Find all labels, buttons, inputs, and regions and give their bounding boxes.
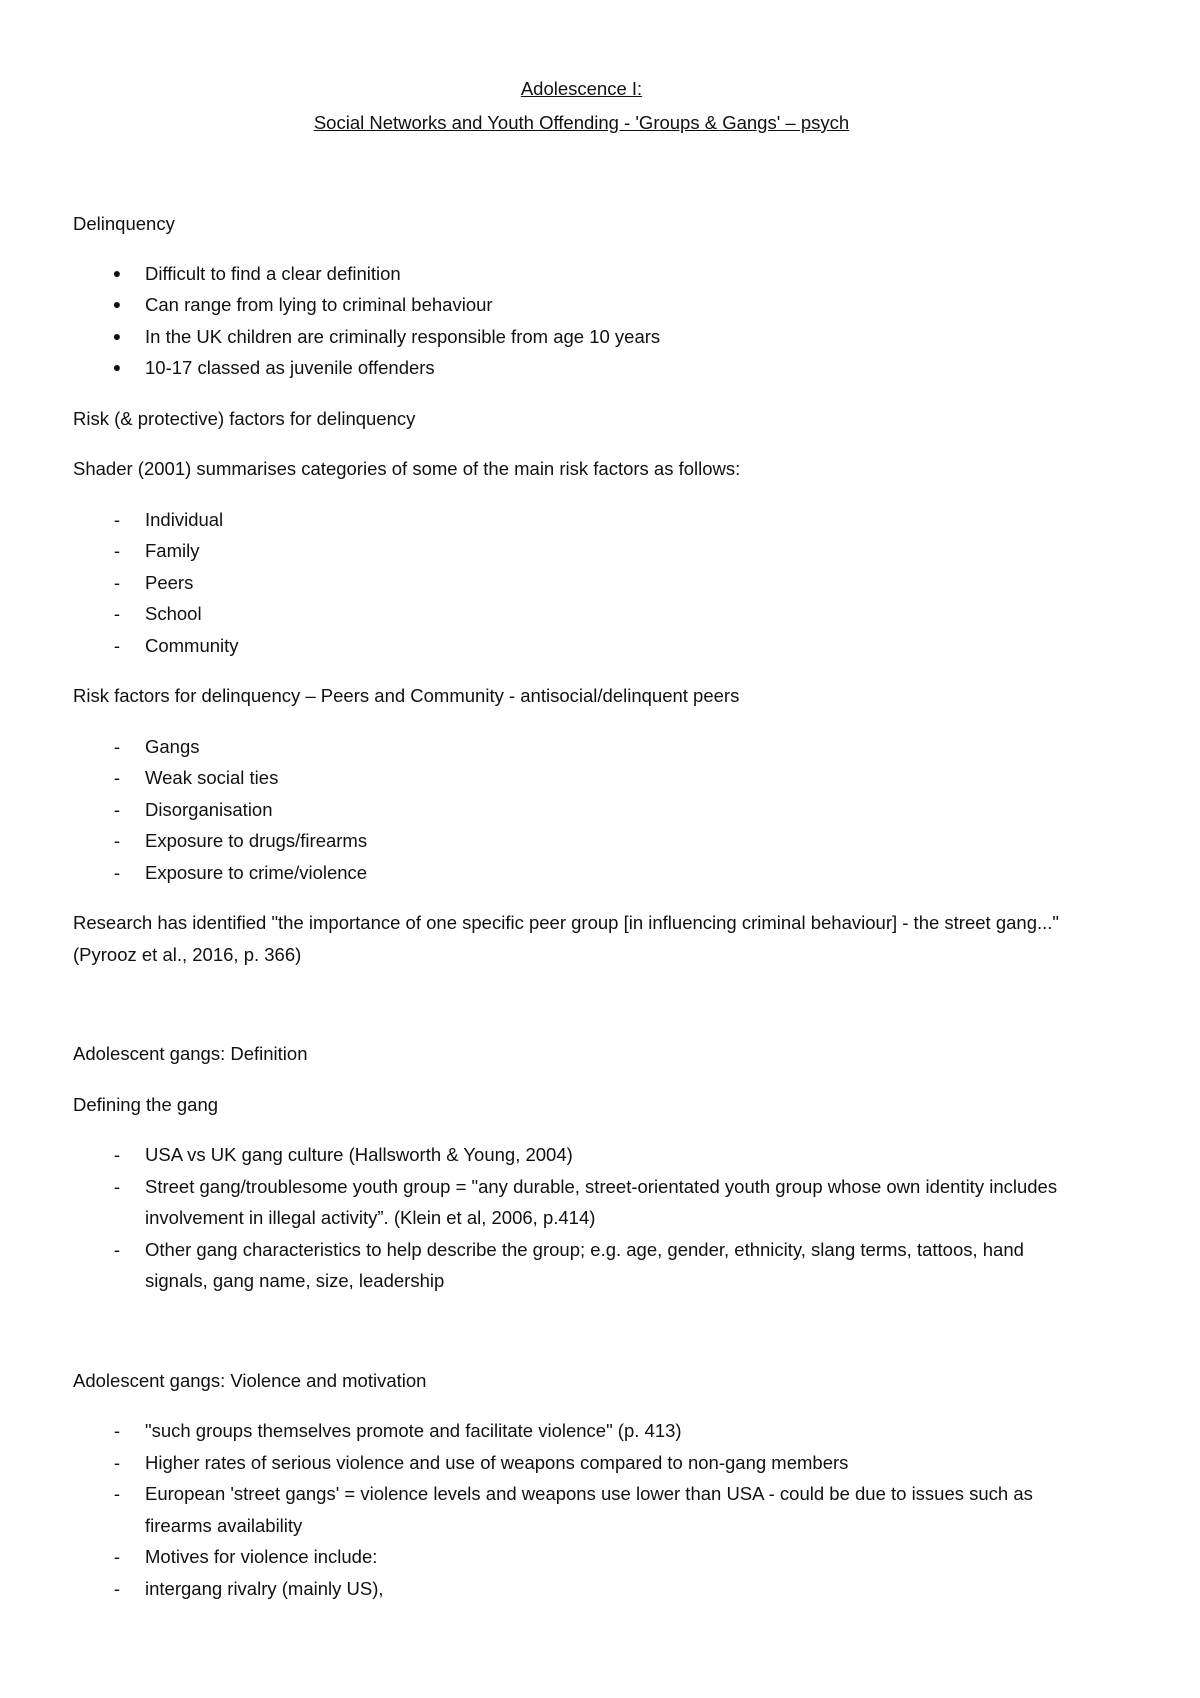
list-item: - Other gang characteristics to help describe the group; e.g. age, gender, ethnicity, slang terms, tattoos, hand signals, gang name, size, leadership [73, 1234, 1090, 1297]
dash-marker: - [113, 1175, 121, 1197]
document-title-line-1: Adolescence I: [520, 78, 643, 99]
list-item: - Weak social ties [73, 762, 1090, 794]
list-item: - Gangs [73, 731, 1090, 763]
bullet-marker: ● [112, 327, 122, 344]
dash-marker: - [113, 735, 121, 757]
bullet-marker: ● [112, 359, 122, 375]
list-item: - Community [73, 630, 1090, 662]
list-item: - European 'street gangs' = violence levels and weapons use lower than USA - could be due to issues such as firearms availability [73, 1478, 1090, 1541]
list-item: - Higher rates of serious violence and use of weapons compared to non-gang members [73, 1447, 1090, 1479]
dash-marker: - [113, 861, 121, 883]
dash-marker: - [113, 767, 121, 788]
dash-marker: - [113, 798, 121, 820]
list-item: - Motives for violence include: [73, 1541, 1090, 1573]
heading-delinquency: Delinquency [73, 213, 175, 234]
dash-marker: - [113, 1451, 121, 1473]
dash-marker: - [113, 603, 121, 624]
list-item: - Disorganisation [73, 794, 1090, 826]
dash-marker: - [113, 1144, 121, 1165]
dash-marker: - [113, 1546, 121, 1567]
dash-marker: - [113, 1483, 121, 1504]
list-item: - Individual [73, 504, 1090, 536]
research-paragraph: Research has identified "the importance of one specific peer group [in influencing criminal behaviour] - the street gang..." (Pyrooz et al., 2016, p. 366) [73, 912, 1059, 965]
list-item: - USA vs UK gang culture (Hallsworth & Young, 2004) [73, 1139, 1090, 1171]
list-item: ● Can range from lying to criminal behaviour [73, 289, 1090, 321]
heading-peers-community: Risk factors for delinquency – Peers and Community - antisocial/delinquent peers [73, 685, 740, 706]
list-item: - Family [73, 535, 1090, 567]
list-item: - School [73, 598, 1090, 630]
heading-risk-factors: Risk (& protective) factors for delinquency [73, 407, 416, 429]
heading-gang-violence: Adolescent gangs: Violence and motivation [73, 1369, 427, 1391]
list-item: ● In the UK children are criminally responsible from age 10 years [73, 321, 1090, 353]
bullet-marker: ● [112, 296, 122, 312]
definition-list [73, 1139, 1090, 1297]
list-item: - "such groups themselves promote and facilitate violence" (p. 413) [73, 1415, 1090, 1447]
dash-marker: - [113, 634, 121, 656]
dash-marker: - [113, 1238, 121, 1260]
violence-list [73, 1415, 1090, 1604]
dash-marker: - [113, 508, 121, 530]
dash-marker: - [113, 1577, 121, 1599]
list-item: ● Difficult to find a clear definition [73, 258, 1090, 290]
list-item: ● 10-17 classed as juvenile offenders [73, 352, 1090, 384]
subheading-defining-gang: Defining the gang [73, 1093, 219, 1115]
risk-factors-list [73, 504, 1090, 662]
dash-marker: - [113, 540, 121, 561]
heading-gang-definition: Adolescent gangs: Definition [73, 1043, 308, 1064]
delinquency-list [73, 258, 1090, 384]
list-item: - Exposure to drugs/firearms [73, 825, 1090, 857]
bullet-marker: ● [112, 264, 122, 281]
peers-community-list [73, 731, 1090, 889]
list-item: - Street gang/troublesome youth group = "any durable, street-orientated youth group whose own identity includes involvement in illegal activity”. (Klein et al, 2006, p.414) [73, 1171, 1090, 1234]
dash-marker: - [113, 571, 121, 593]
list-item: - Peers [73, 567, 1090, 599]
dash-marker: - [113, 1420, 121, 1441]
dash-marker: - [113, 830, 121, 851]
document-title-line-2: Social Networks and Youth Offending - 'Groups & Gangs' – psych [313, 112, 850, 133]
list-item: - Exposure to crime/violence [73, 857, 1090, 889]
risk-factors-intro: Shader (2001) summarises categories of some of the main risk factors as follows: [73, 458, 741, 479]
list-item: - intergang rivalry (mainly US), [73, 1573, 1090, 1605]
